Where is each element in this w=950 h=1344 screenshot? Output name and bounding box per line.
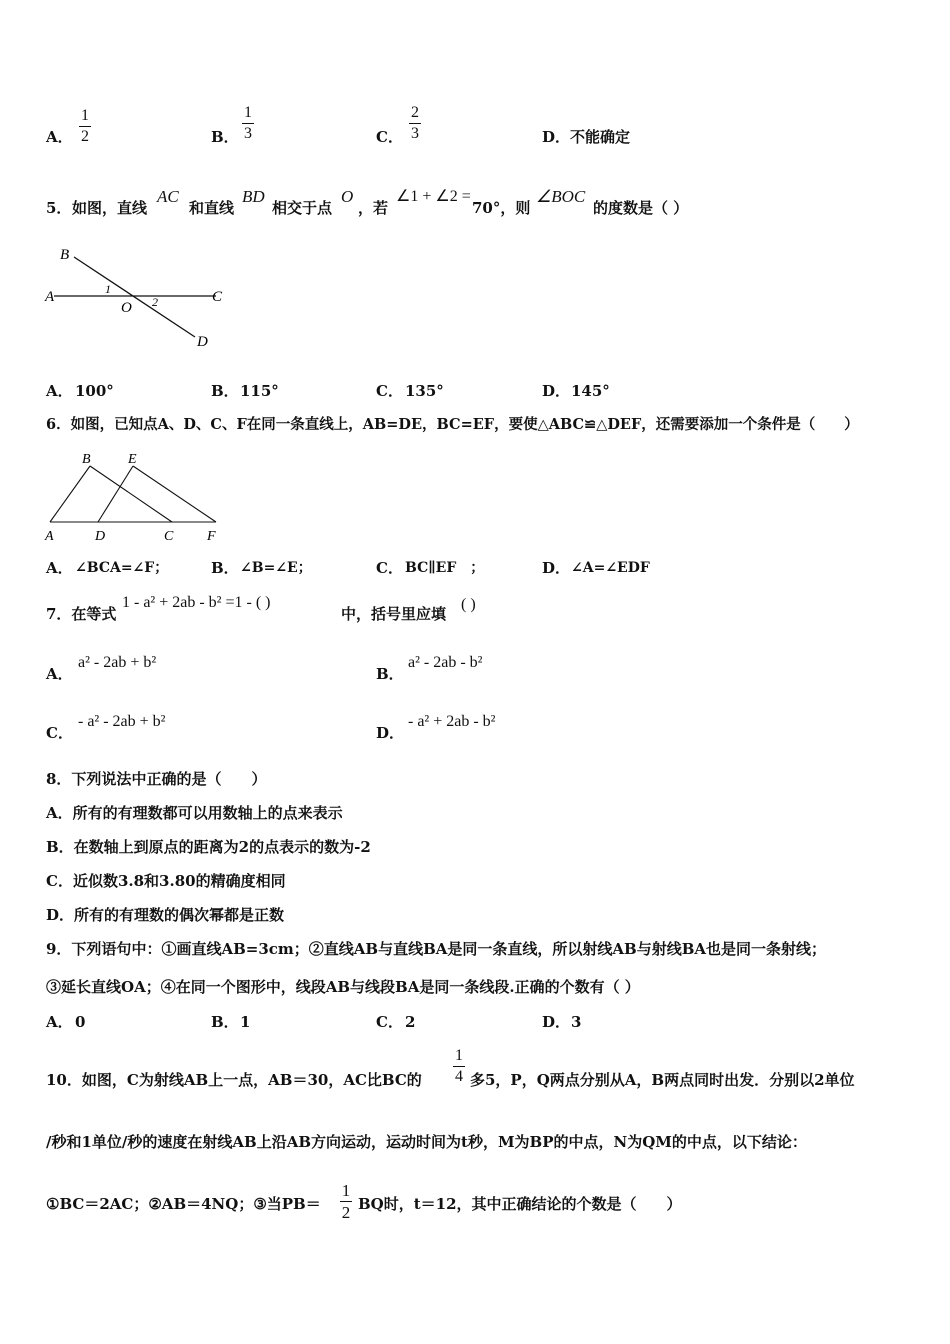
q7-option-c-expression: - a² - 2ab + b² [78,713,166,730]
q9-option-d-label: D． [542,1013,571,1031]
q8-option-d: D．所有的有理数的偶次幂都是正数 [46,906,285,924]
q7-option-c-label: C． [46,724,73,742]
q5-math-ac: AC [157,187,179,206]
q9-option-a-text: 0 [75,1013,86,1031]
q9-stem-line-1: 9．下列语句中：①画直线AB=3cm；②直线AB与直线BA是同一条直线，所以射线AB与射线BA也是同一条射线； [46,940,827,958]
label-e: E [128,452,137,467]
label-c: C [212,289,223,305]
q7-option-b-label: B． [376,665,404,683]
numerator: 2 [411,104,419,121]
q9-option-a-label: A． [46,1013,73,1031]
q5-option-a-label: A． [46,382,73,400]
q7-answer-paren: ( ) [461,596,476,613]
q4-option-a-fraction [79,108,91,145]
q8-option-c: C．近似数3.8和3.80的精确度相同 [46,872,286,890]
label-a: A [45,289,55,305]
q6-figure [40,446,230,544]
q5-option-d-label: D． [542,382,571,400]
q6-option-a-text: ∠BCA=∠F； [75,560,169,576]
q6-stem: 6．如图，已知点A、D、C、F在同一条直线上，AB=DE，BC=EF，要使△ABC≌△DEF，还需要添加一个条件是（ ） [46,416,859,433]
q7-option-a-expression: a² - 2ab + b² [78,654,157,671]
q10-line-1-start: 10．如图，C为射线AB上一点，AB＝30，AC比BC的 [46,1071,422,1089]
numerator: 1 [81,107,89,124]
q4-option-a-label: A． [46,128,73,146]
q6-option-b-label: B． [211,559,239,577]
denominator: 3 [411,125,419,142]
q5-text-1: 如图，直线 [72,199,148,217]
q5-option-c-text: 135° [405,382,444,400]
q4-option-c-fraction [409,105,421,142]
label-d: D [197,334,208,350]
q5-text-4: ，若 [358,199,389,217]
denominator: 2 [341,1203,351,1222]
q5-number: 5． [46,199,72,217]
q4-option-c-label: C． [376,128,403,146]
q7-text-pre: 7．在等式 [46,605,117,623]
q6-option-d-text: ∠A=∠EDF [571,560,650,576]
q7-equation: 1 - a² + 2ab - b² =1 - ( ) [122,594,271,611]
label-f: F [207,529,216,544]
q8-option-a: A．所有的有理数都可以用数轴上的点来表示 [46,804,343,822]
q4-option-d-label: D． [542,128,571,146]
q9-option-b-text: 1 [240,1013,251,1031]
q6-option-d-label: D． [542,559,571,577]
q10-line-2: /秒和1单位/秒的速度在射线AB上沿AB方向运动，运动时间为t秒，M为BP的中点，N为QM的中点，以下结论： [46,1133,807,1151]
q10-line-3-start: ①BC＝2AC；②AB＝4NQ；③当PB＝ [46,1195,321,1213]
numerator: 1 [341,1181,351,1200]
q4-option-b-label: B． [211,128,239,146]
segment-ef [133,466,216,522]
denominator: 3 [244,125,252,142]
q5-option-b-text: 115° [240,382,279,400]
numerator: 1 [244,104,252,121]
q9-option-c-label: C． [376,1013,403,1031]
q6-option-a-label: A． [46,559,73,577]
q9-option-d-text: 3 [571,1013,582,1031]
q9-option-c-text: 2 [405,1013,416,1031]
q5-math-bd: BD [242,187,265,206]
numerator: 1 [455,1047,463,1064]
label-o: O [121,300,132,316]
q5-option-a-text: 100° [75,382,114,400]
q10-fraction-quarter [453,1048,465,1085]
segment-ab [50,466,90,522]
segment-bc [90,466,172,522]
q6-option-c-text: BC∥EF ； [405,560,485,576]
q7-option-d-label: D． [376,724,405,742]
q10-fraction-half [340,1182,352,1221]
q9-option-b-label: B． [211,1013,239,1031]
q5-text-2: 和直线 [189,199,235,217]
denominator: 4 [455,1068,463,1085]
q5-math-o: O [341,187,354,206]
label-c: C [164,529,174,544]
q5-figure [40,240,240,355]
q6-option-b-text: ∠B=∠E； [240,560,312,576]
label-angle-2: 2 [152,295,158,309]
q10-line-1-end: 多5，P，Q两点分别从A，B两点同时出发．分别以2单位 [470,1071,855,1089]
q5-math-boc: ∠BOC [536,187,586,206]
q9-stem-line-2: ③延长直线OA；④在同一个图形中，线段AB与线段BA是同一条线段.正确的个数有（ ） [46,978,640,996]
label-a: A [45,529,54,544]
q6-option-c-label: C． [376,559,403,577]
q7-option-a-label: A． [46,665,73,683]
label-b: B [82,452,91,467]
q7-option-b-expression: a² - 2ab - b² [408,654,483,671]
q4-option-b-fraction [242,105,254,142]
q4-option-d-text: 不能确定 [570,128,631,146]
q5-text-3: 相交于点 [272,199,333,217]
line-bd [74,257,195,337]
label-d: D [95,529,106,544]
q5-option-c-label: C． [376,382,403,400]
q7-option-d-expression: - a² + 2ab - b² [408,713,496,730]
label-angle-1: 1 [105,282,111,296]
q5-text-6: 的度数是（ ） [593,199,689,217]
q8-stem: 8．下列说法中正确的是（ ） [46,770,267,788]
q10-line-3-end: BQ时，t＝12，其中正确结论的个数是（ ） [358,1195,682,1213]
q5-option-d-text: 145° [571,382,610,400]
q8-option-b: B．在数轴上到原点的距离为2的点表示的数为-2 [46,838,371,856]
q5-text-5: 70°，则 [472,199,531,217]
label-b: B [60,247,70,263]
q7-text-post: 中，括号里应填 [341,605,447,623]
denominator: 2 [81,128,89,145]
q5-math-angle-sum: ∠1 + ∠2 = [396,188,471,205]
q5-option-b-label: B． [211,382,239,400]
